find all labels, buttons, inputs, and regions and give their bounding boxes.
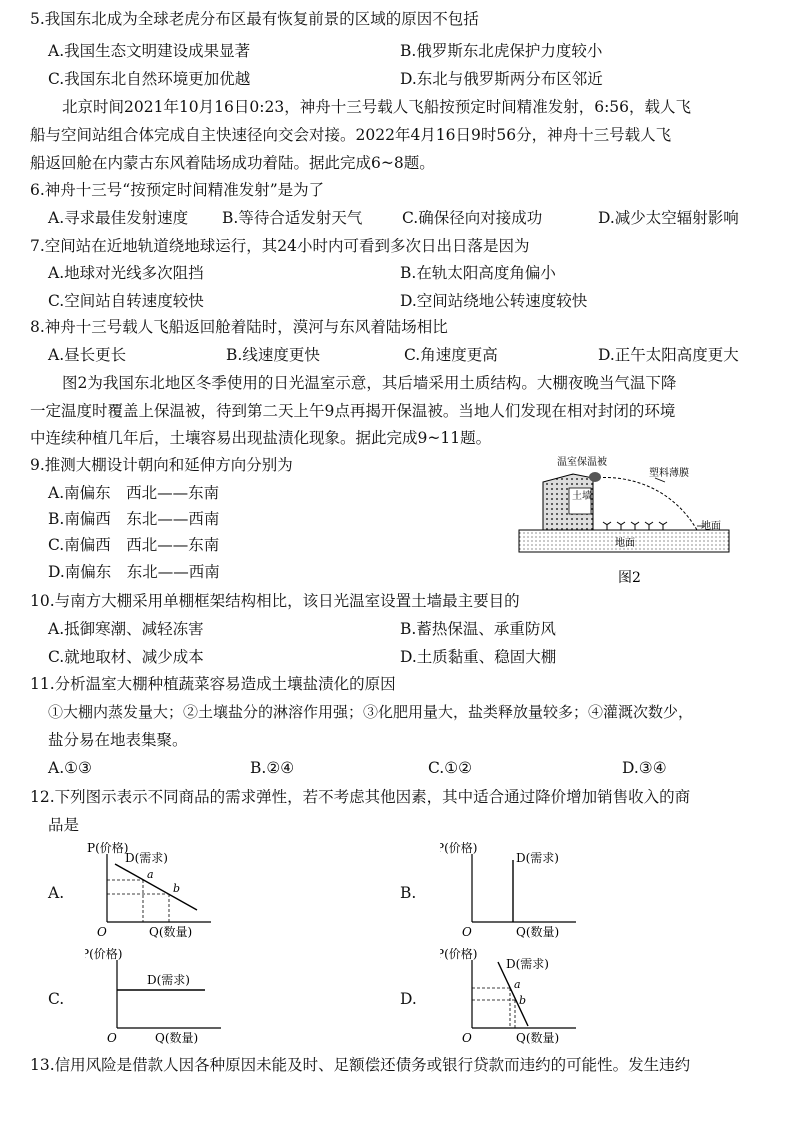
q12-stem-line-1: 12.下列图示表示不同商品的需求弹性，若不考虑其他因素，其中适合通过降价增加销售收入的商	[30, 788, 691, 806]
q8-option-a: A.昼长更长	[48, 346, 127, 364]
quantity-axis-label: Q(数量)	[516, 925, 560, 939]
q5-option-c: C.我国东北自然环境更加优越	[48, 70, 251, 88]
q12-graph-b	[440, 842, 580, 942]
q7-stem: 7.空间站在近地轨道绕地球运行，其24小时内可看到多次日出日落是因为	[30, 237, 530, 255]
plants	[603, 522, 667, 530]
q12-graph-c-letter: C.	[48, 990, 65, 1008]
q9-stem: 9.推测大棚设计朝向和延伸方向分别为	[30, 456, 293, 474]
demand-label: D(需求)	[506, 957, 549, 971]
passage1-line-3: 船返回舱在内蒙古东风着陆场成功着陆。据此完成6~8题。	[30, 154, 435, 172]
q10-option-d: D.土质黏重、稳固大棚	[400, 648, 557, 666]
quantity-axis-label: Q(数量)	[516, 1031, 560, 1045]
q10-stem: 10.与南方大棚采用单棚框架结构相比，该日光温室设置土墙最主要目的	[30, 592, 520, 610]
passage2-line-1: 图2为我国东北地区冬季使用的日光温室示意，其后墙采用土质结构。大棚夜晚当气温下降	[62, 374, 677, 392]
q11-stem: 11.分析温室大棚种植蔬菜容易造成土壤盐渍化的原因	[30, 675, 396, 693]
q12-graph-d-letter: D.	[400, 990, 417, 1008]
q5-option-b: B.俄罗斯东北虎保护力度较小	[400, 42, 603, 60]
q9-option-d: D.南偏东 东北——西南	[48, 563, 220, 581]
q7-option-b: B.在轨太阳高度角偏小	[400, 264, 556, 282]
greenhouse-diagram	[515, 452, 740, 592]
origin-label: O	[462, 925, 472, 939]
q10-option-b: B.蓄热保温、承重防风	[400, 620, 556, 638]
wall-label: 土墙	[572, 491, 592, 502]
q6-stem: 6.神舟十三号“按预定时间精准发射”是为了	[30, 181, 325, 199]
q11-option-d: D.③④	[622, 759, 667, 777]
origin-label: O	[107, 1031, 117, 1045]
q6-option-c: C.确保径向对接成功	[402, 209, 543, 227]
q10-option-c: C.就地取材、减少成本	[48, 648, 204, 666]
ground-label-slab: 地面	[615, 538, 635, 549]
film-label: 塑料薄膜	[649, 468, 689, 479]
q7-option-d: D.空间站绕地公转速度较快	[400, 292, 588, 310]
q11-statements-line-2: 盐分易在地表集聚。	[48, 731, 188, 749]
demand-curve	[115, 864, 197, 910]
q5-stem: 5.我国东北成为全球老虎分布区最有恢复前景的区域的原因不包括	[30, 10, 479, 28]
demand-label: D(需求)	[147, 973, 190, 987]
q9-option-a: A.南偏东 西北——东南	[48, 484, 220, 502]
figure2-caption: 图2	[618, 570, 641, 586]
insulation-blanket	[589, 472, 601, 482]
q7-option-a: A.地球对光线多次阻挡	[48, 264, 204, 282]
quantity-axis-label: Q(数量)	[149, 925, 193, 939]
origin-label: O	[97, 925, 107, 939]
blanket-label: 温室保温被	[557, 457, 607, 468]
q10-option-a: A.抵御寒潮、减轻冻害	[48, 620, 204, 638]
q9-option-c: C.南偏西 西北——东南	[48, 536, 220, 554]
q8-option-b: B.线速度更快	[226, 346, 320, 364]
q12-graph-a-letter: A.	[48, 884, 65, 902]
q7-option-c: C.空间站自转速度较快	[48, 292, 204, 310]
q11-option-a: A.①③	[48, 759, 92, 777]
price-axis-label: P(价格)	[440, 842, 478, 855]
passage2-line-2: 一定温度时覆盖上保温被，待到第二天上午9点再揭开保温被。当地人们发现在相对封闭的环境	[30, 402, 676, 420]
q11-option-c: C.①②	[428, 759, 473, 777]
q12-graph-b-letter: B.	[400, 884, 417, 902]
price-axis-label: P(价格)	[440, 948, 478, 961]
q5-option-a: A.我国生态文明建设成果显著	[48, 42, 251, 60]
q12-graph-d	[440, 948, 580, 1048]
q6-option-b: B.等待合适发射天气	[222, 209, 363, 227]
q8-stem: 8.神舟十三号载人飞船返回舱着陆时，漠河与东风着陆场相比	[30, 318, 448, 336]
q12-stem-line-2: 品是	[48, 816, 80, 834]
demand-label: D(需求)	[516, 851, 559, 865]
q8-option-d: D.正午太阳高度更大	[598, 346, 739, 364]
q6-option-a: A.寻求最佳发射速度	[48, 209, 189, 227]
passage1-line-2: 船与空间站组合体完成自主快速径向交会对接。2022年4月16日9时56分，神舟十三号载人飞	[30, 126, 672, 144]
point-a-label: a	[514, 978, 521, 991]
ground-label-right: 地面	[701, 521, 721, 532]
q9-option-b: B.南偏西 东北——西南	[48, 510, 220, 528]
passage2-line-3: 中连续种植几年后，土壤容易出现盐渍化现象。据此完成9~11题。	[30, 429, 492, 447]
q11-statements-line-1: ①大棚内蒸发量大；②土壤盐分的淋溶作用强；③化肥用量大，盐类释放量较多；④灌溉次数少，	[48, 703, 694, 721]
q11-option-b: B.②④	[250, 759, 295, 777]
point-b-label: b	[173, 882, 181, 895]
price-axis-label: P(价格)	[85, 948, 123, 961]
q6-option-d: D.减少太空辐射影响	[598, 209, 739, 227]
greenhouse-figure	[515, 452, 740, 592]
demand-label: D(需求)	[125, 851, 168, 865]
q12-graph-a	[85, 842, 215, 942]
q13-stem: 13.信用风险是借款人因各种原因未能及时、足额偿还债务或银行贷款而违约的可能性。发生违约	[30, 1056, 691, 1074]
q12-graph-c	[85, 948, 225, 1048]
price-axis-label: P(价格)	[87, 842, 129, 855]
point-b-label: b	[519, 994, 527, 1007]
passage1-line-1: 北京时间2021年10月16日0:23，神舟十三号载人飞船按预定时间精准发射，6:56，载人飞	[62, 98, 692, 116]
q8-option-c: C.角速度更高	[404, 346, 498, 364]
quantity-axis-label: Q(数量)	[155, 1031, 199, 1045]
q5-option-d: D.东北与俄罗斯两分布区邻近	[400, 70, 603, 88]
origin-label: O	[462, 1031, 472, 1045]
point-a-label: a	[147, 868, 154, 881]
